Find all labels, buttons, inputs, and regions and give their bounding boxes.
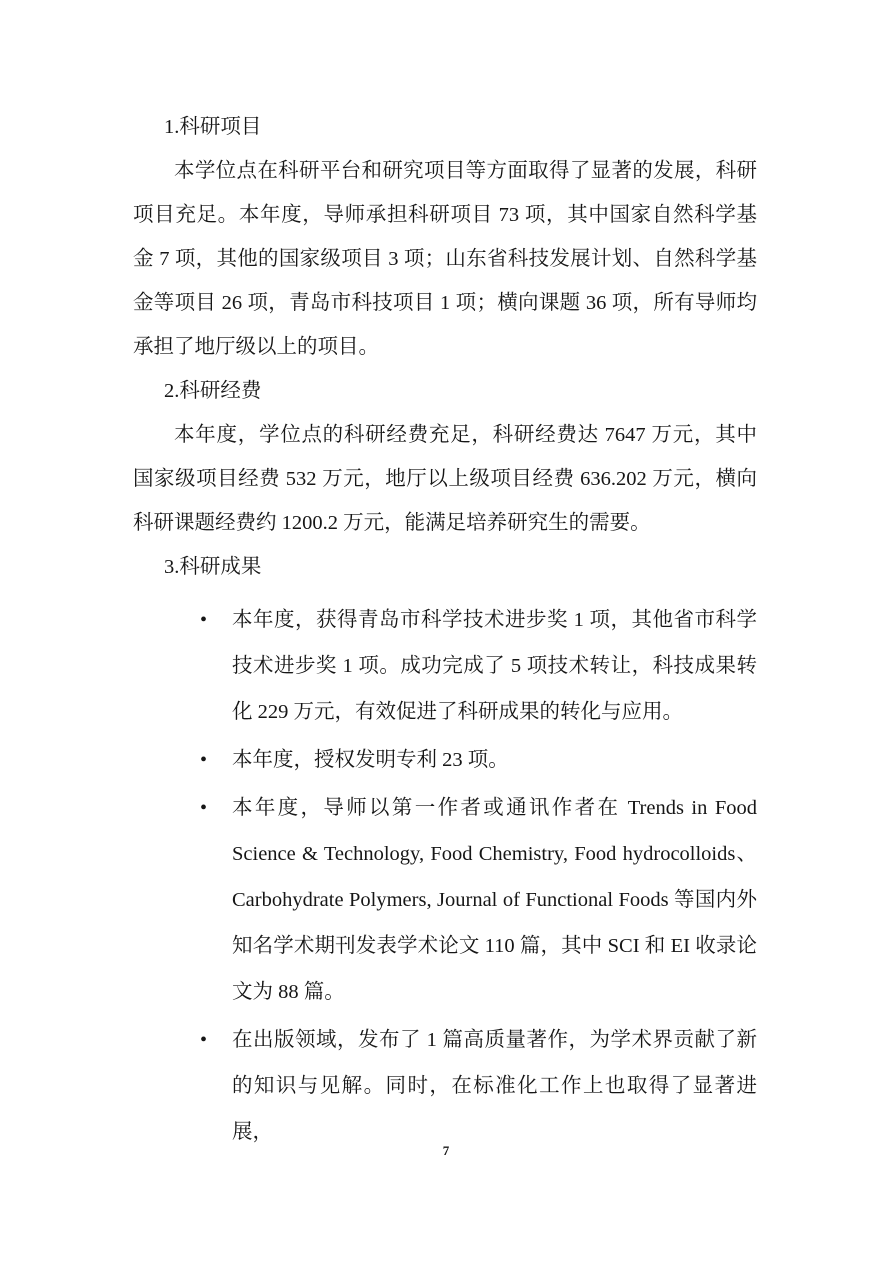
section-heading-research-projects: 1.科研项目 (164, 116, 262, 138)
achievements-bullet-list (133, 597, 757, 1155)
list-item-awards (133, 597, 757, 735)
section-heading-research-achievements: 3.科研成果 (164, 556, 262, 578)
list-item-books-standards (133, 1017, 757, 1155)
list-item-text: 本年度，导师以第一作者或通讯作者在 Trends in Food Science & Technology, Food Chemistry, Food hydrocolloids、Carbohydrate Polymers, Journal of Functional Foods 等国内外知名学术期刊发表学术论文 110 篇，其中 SCI 和 EI 收录论文为 88 篇。 (232, 797, 757, 1003)
list-item-publications (133, 785, 757, 1015)
bullet-icon: • (200, 609, 208, 631)
section-heading-research-funding: 2.科研经费 (164, 380, 262, 402)
list-item-text: 本年度，授权发明专利 23 项。 (232, 749, 509, 771)
bullet-icon: • (200, 749, 208, 771)
bullet-icon: • (200, 1029, 208, 1051)
list-item-patents (133, 737, 757, 783)
paragraph-research-projects: 本学位点在科研平台和研究项目等方面取得了显著的发展，科研项目充足。本年度，导师承担科研项目 73 项，其中国家自然科学基金 7 项，其他的国家级项目 3 项；山东省科技发展计划、自然科学基金等项目 26 项，青岛市科技项目 1 项；横向课题 36 项，所有导师均承担了地厅级以上的项目。 (133, 160, 757, 358)
document-content (133, 105, 757, 1155)
page-number: 7 (442, 1143, 450, 1158)
bullet-icon: • (200, 797, 208, 819)
paragraph-research-funding: 本年度，学位点的科研经费充足，科研经费达 7647 万元，其中国家级项目经费 532 万元，地厅以上级项目经费 636.202 万元，横向科研课题经费约 1200.2 万元，能满足培养研究生的需要。 (133, 424, 757, 534)
list-item-text: 在出版领域，发布了 1 篇高质量著作，为学术界贡献了新的知识与见解。同时，在标准化工作上也取得了显著进展， (232, 1029, 757, 1143)
list-item-text: 本年度，获得青岛市科学技术进步奖 1 项，其他省市科学技术进步奖 1 项。成功完成了 5 项技术转让，科技成果转化 229 万元，有效促进了科研成果的转化与应用。 (232, 609, 757, 723)
